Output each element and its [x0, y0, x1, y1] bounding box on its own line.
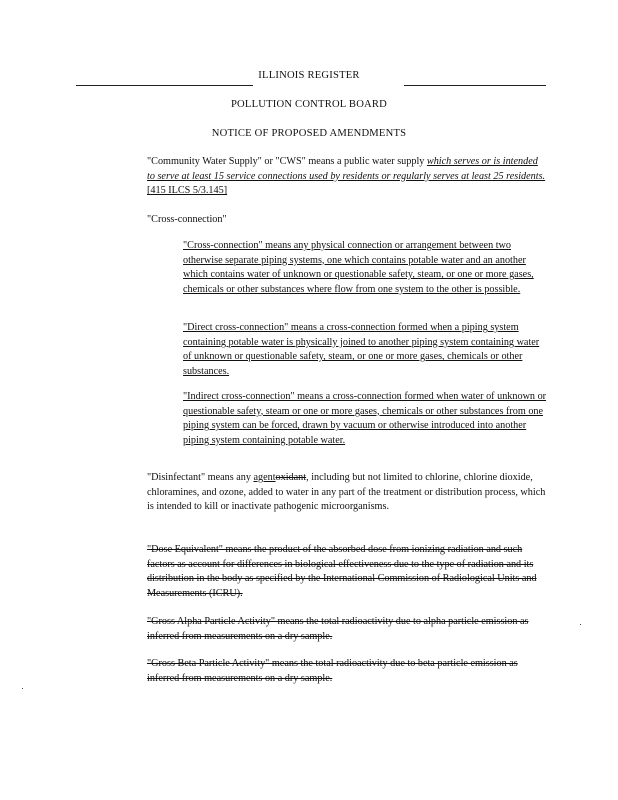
notice-title: NOTICE OF PROPOSED AMENDMENTS	[211, 128, 407, 139]
scan-speck	[22, 688, 23, 689]
register-title: ILLINOIS REGISTER	[258, 70, 360, 81]
disinfectant-added: agent	[253, 472, 276, 483]
definition-direct-cross-connection: "Direct cross-connection" means a cross-connection formed when a piping system containing potable water is physically joined to another piping system containing water of unknown or questionable safety, steam, or one or more gases, chemicals or other substances.	[183, 322, 540, 377]
board-name: POLLUTION CONTROL BOARD	[230, 99, 388, 110]
disinfectant-removed: oxidant	[275, 472, 307, 483]
definition-dose-equivalent: "Dose Equivalent" means the product of the absorbed dose from ionizing radiation and such factors as account for differences in biological effectiveness due to the type of radiation and its distribution in the body as specified by the International Commission of Radiological Units and Measurements (ICRU).	[147, 544, 537, 599]
disinfectant-rest: , including but not limited to chlorine, chlorine dioxide, chloramines, and ozone, added to water in any part of the treatment or distribution process, which is intended to kill or inactivate pathogenic microorganisms.	[147, 472, 546, 513]
cws-term: "Community Water Supply" or "CWS"	[147, 156, 306, 167]
definition-cross-connection: "Cross-connection" means any physical connection or arrangement between two otherwise separate piping systems, one which contains potable water and an another which contains water of unknown or questionable safety, steam, or one or more gases, chemicals or other substances where flow from one system to the other is possible.	[183, 240, 534, 295]
disinfectant-start: "Disinfectant" means any	[147, 472, 254, 483]
definition-indirect-cross-connection: "Indirect cross-connection" means a cross-connection formed when water of unknown or questionable safety, steam or one or more gases, chemicals or other substances from one piping system can be forced, drawn by vacuum or otherwise introduced into another piping system containing potable water.	[183, 391, 547, 446]
header-rule-left	[76, 85, 253, 86]
definition-gross-alpha: "Gross Alpha Particle Activity" means the total radioactivity due to alpha particle emission as inferred from measurements on a dry sample.	[147, 616, 529, 642]
cws-def-italic: which serves or is intended to serve at least 15 service connections used by residents or regularly serves at least 25 residents.	[147, 156, 546, 182]
definition-cws	[147, 155, 547, 199]
definition-disinfectant	[147, 471, 547, 515]
header-rule-right	[404, 85, 546, 86]
cws-citation: [415 ILCS 5/3.145]	[147, 185, 228, 197]
cws-def-plain: means a public water supply	[305, 156, 427, 167]
definition-cross-connection-heading: "Cross-connection"	[147, 214, 227, 225]
scan-speck	[580, 624, 581, 625]
definition-gross-beta: "Gross Beta Particle Activity" means the total radioactivity due to beta particle emission as inferred from measurements on a dry sample.	[147, 658, 518, 684]
